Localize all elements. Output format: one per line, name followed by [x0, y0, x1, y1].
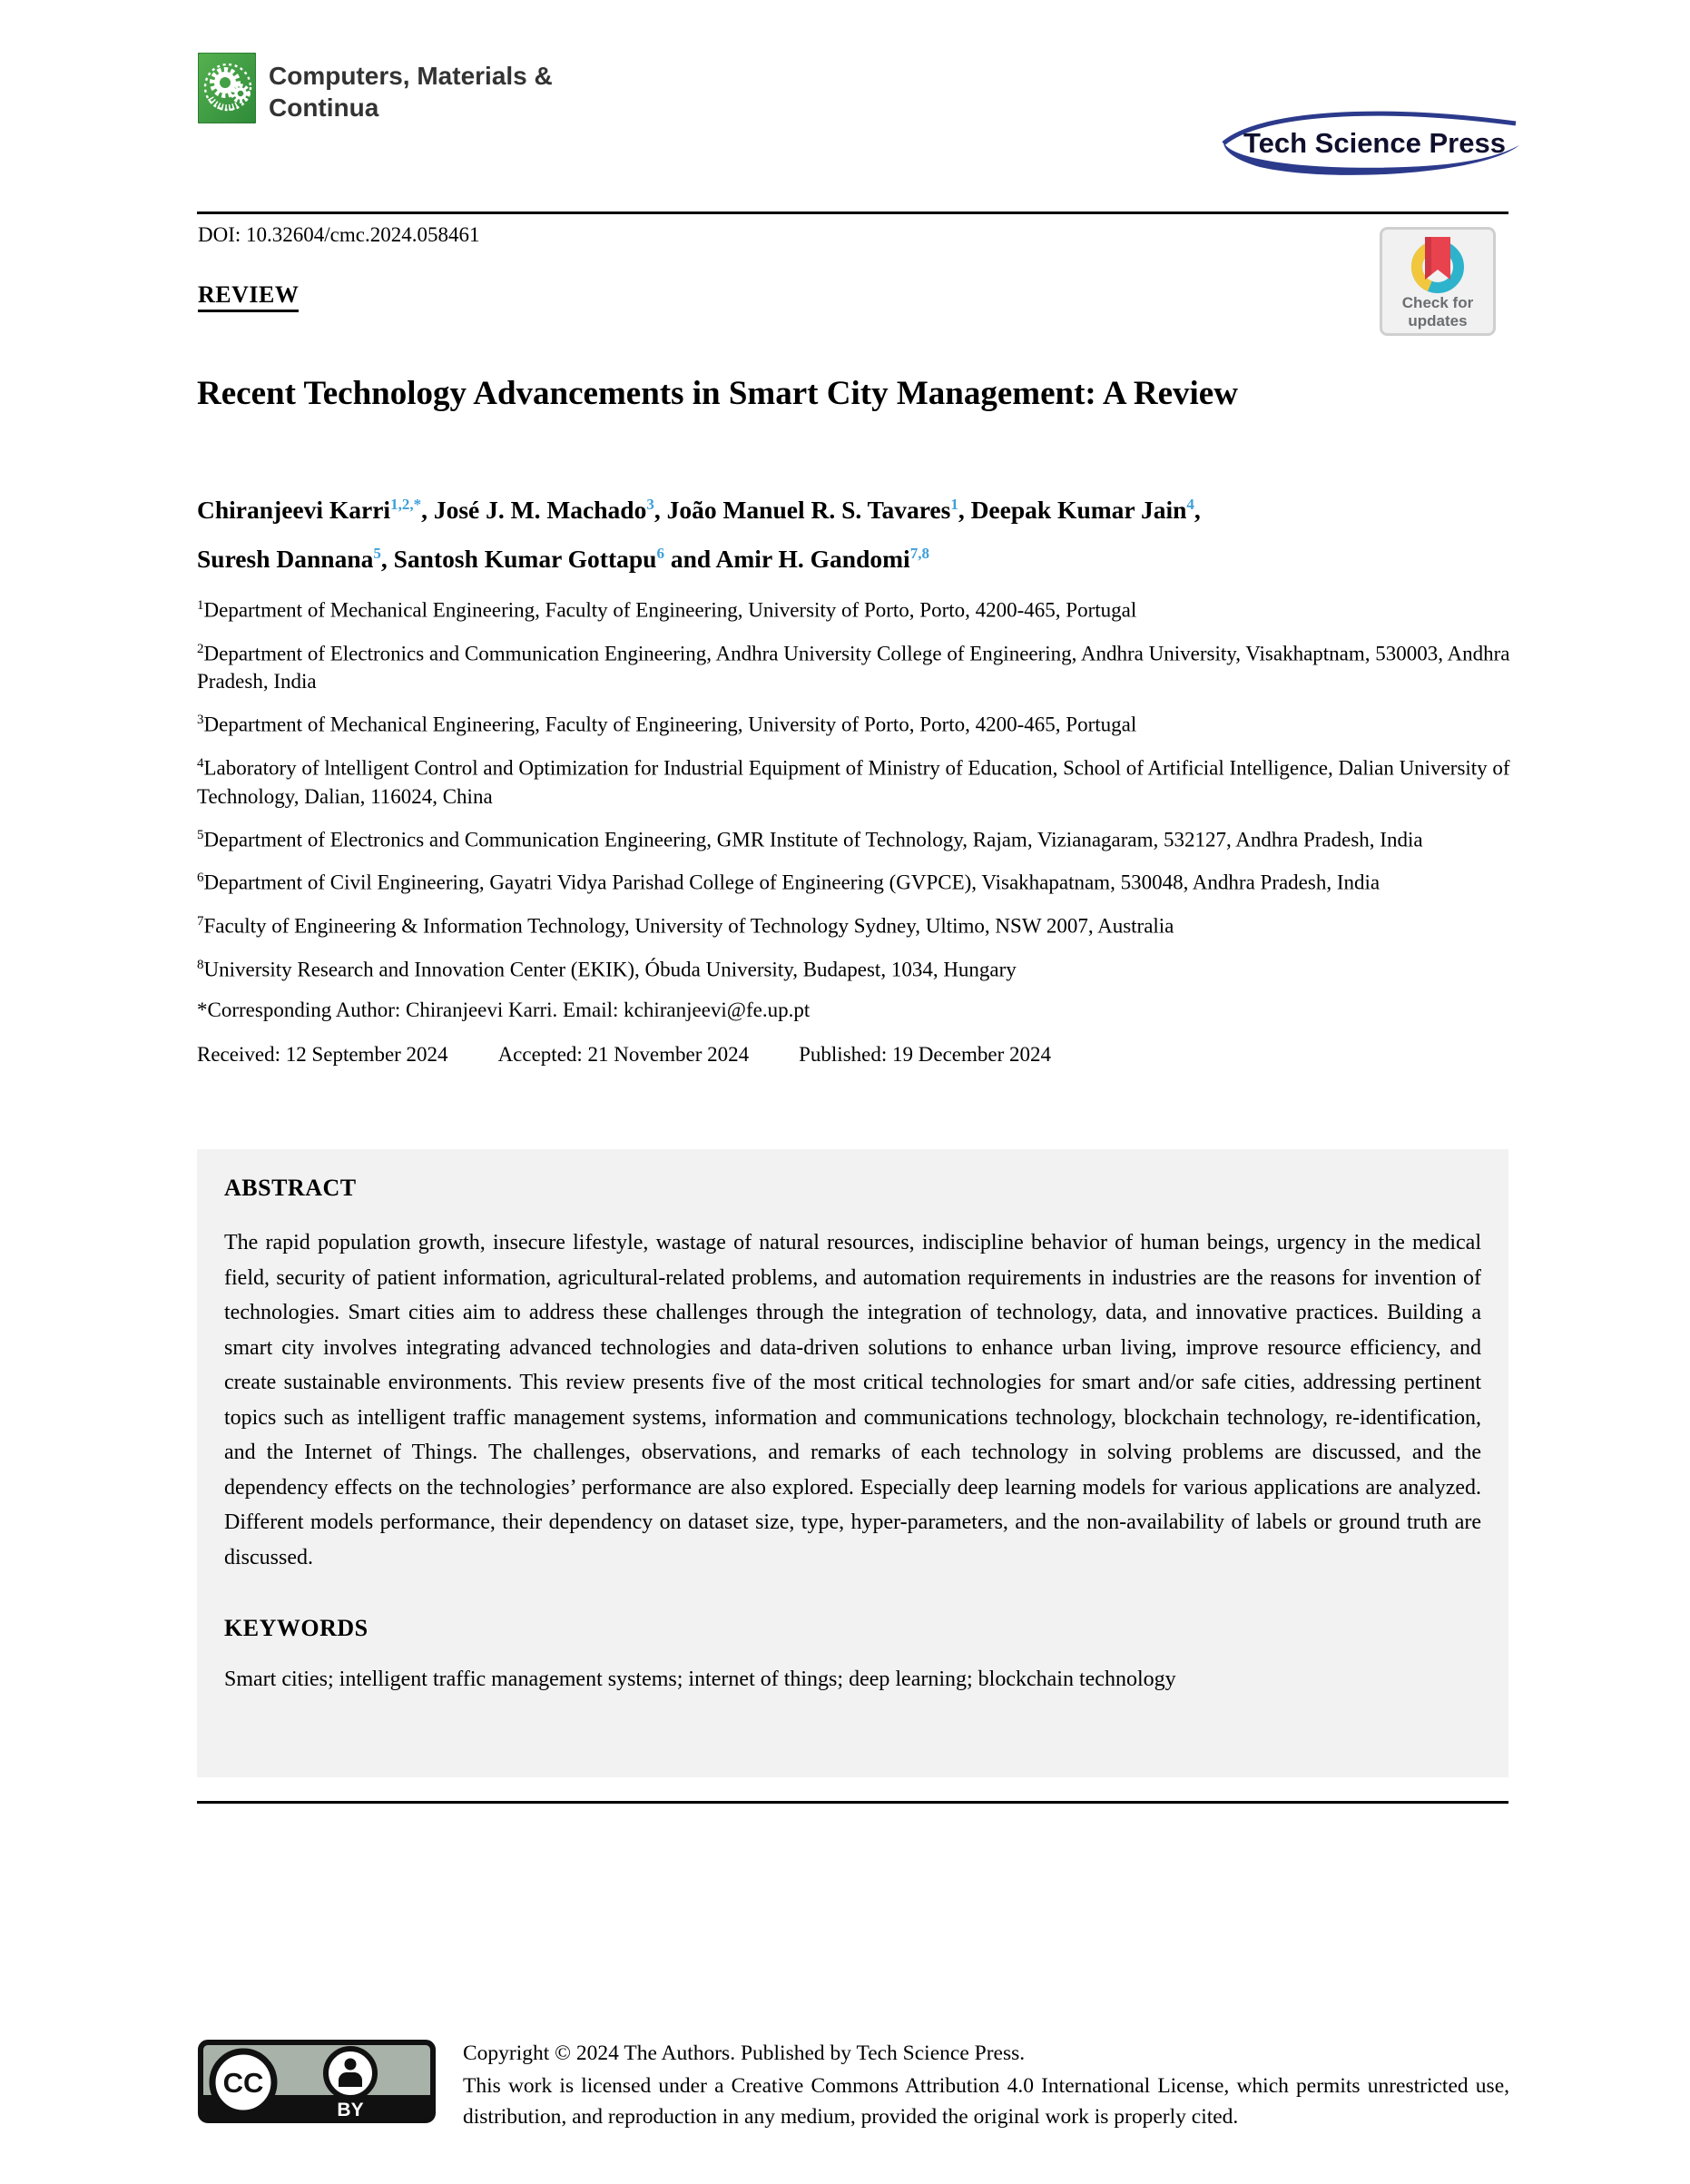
journal-name-line2: Continua — [269, 93, 379, 122]
author-affiliation-sup: 5 — [373, 545, 381, 563]
author-name: , João Manuel R. S. Tavares — [653, 496, 951, 525]
publisher-name: Tech Science Press — [1243, 127, 1506, 159]
affiliation-number: 8 — [197, 957, 204, 972]
license-text: This work is licensed under a Creative Commons Attribution 4.0 International License, which permits unrestricted use, distribution, and reproduction in any medium, provided the original work is properly cited. — [463, 2074, 1509, 2129]
date-item: Received: 12 September 2024 — [197, 1043, 448, 1067]
journal-gears-icon — [198, 53, 256, 123]
author-affiliation-sup: 6 — [656, 545, 664, 563]
copyright-line: Copyright © 2024 The Authors. Published by Tech Science Press. — [463, 2041, 1026, 2065]
affiliation-line: $^2$Department of Electronics and Communication Engineering, Andhra University College of Engineering, Andhra University, Visakhaptnam, 530003, Andhra Pradesh, India — [197, 641, 1510, 694]
footer-rule — [197, 1801, 1508, 1804]
keywords-text: Smart cities; intelligent traffic management systems; internet of things; deep learning; blockchain technology — [224, 1668, 1176, 1691]
author-name: Suresh Dannana — [197, 545, 374, 574]
author-name: Chiranjeevi Karri — [197, 496, 391, 525]
cc-by-license-badge[interactable] — [198, 2040, 436, 2123]
corresponding-author-line: *Corresponding Author: Chiranjeevi Karri. Email: kchiranjeevi@fe.up.pt — [197, 999, 811, 1022]
abstract-box — [197, 1149, 1508, 1777]
doi-line: DOI: 10.32604/cmc.2024.058461 — [198, 223, 480, 246]
affiliation-line: $^8$University Research and Innovation Center (EKIK), Óbuda University, Budapest, 1034, Hungary — [197, 957, 1017, 981]
author-line — [197, 483, 1201, 532]
author-name: and Amir H. Gandomi — [663, 545, 910, 574]
affiliation-number: 7 — [197, 913, 204, 929]
affiliation-line: $^3$Department of Mechanical Engineering, Faculty of Engineering, University of Porto, Porto, 4200-465, Portugal — [197, 713, 1137, 736]
author-name: , José J. M. Machado — [421, 496, 647, 525]
tech-science-press-logo — [1196, 102, 1532, 185]
keywords-heading: KEYWORDS — [224, 1615, 368, 1641]
affiliation-number: 6 — [197, 871, 204, 886]
affiliation-line: $^5$Department of Electronics and Communication Engineering, GMR Institute of Technology, Rajam, Vizianagaram, 532127, Andhra Pradesh, India — [197, 827, 1423, 851]
author-affiliation-sup: 7,8 — [909, 545, 929, 563]
author-name: , — [1194, 496, 1201, 525]
person-icon — [339, 2072, 362, 2087]
author-affiliation-sup: 1,2,* — [390, 496, 422, 513]
header-rule — [197, 212, 1508, 214]
footer-text-block — [463, 2039, 1509, 2132]
date-item: Accepted: 21 November 2024 — [497, 1043, 750, 1067]
affiliation-line: $^4$Laboratory of lntelligent Control and Optimization for Industrial Equipment of Ministry of Education, School of Artificial Intelligence, Dalian University of Technology, Dalian, 116024, China — [197, 755, 1510, 808]
affiliations-block — [197, 592, 1515, 1068]
affiliation-line: $^1$Department of Mechanical Engineering, Faculty of Engineering, University of Porto, Porto, 4200-465, Portugal — [197, 598, 1137, 622]
date-item: Published: 19 December 2024 — [799, 1043, 1051, 1067]
person-icon — [345, 2059, 357, 2071]
affiliation-number: 4 — [197, 755, 204, 771]
abstract-heading: ABSTRACT — [224, 1175, 357, 1201]
author-affiliation-sup: 1 — [950, 496, 958, 513]
author-name: , Santosh Kumar Gottapu — [380, 545, 657, 574]
by-label: BY — [337, 2100, 364, 2120]
badge-text-line1: Check for — [1401, 294, 1474, 311]
check-for-updates-badge[interactable] — [1380, 227, 1496, 336]
author-affiliation-sup: 4 — [1186, 496, 1194, 513]
journal-name — [269, 60, 553, 123]
article-dates-line — [197, 1040, 1515, 1068]
affiliation-line: $^6$Department of Civil Engineering, Gayatri Vidya Parishad College of Engineering (GVPCE), Visakhapatnam, 530048, Andhra Pradesh, India — [197, 871, 1380, 894]
affiliation-line: $^7$Faculty of Engineering & Information Technology, University of Technology Sydney, Ultimo, NSW 2007, Australia — [197, 913, 1174, 938]
article-type-label: REVIEW — [198, 281, 299, 312]
bookmark-icon — [1425, 237, 1431, 280]
affiliation-number: 5 — [197, 827, 204, 842]
page-title: Recent Technology Advancements in Smart City Management: A Review — [197, 375, 1238, 412]
abstract-text: The rapid population growth, insecure lifestyle, wastage of natural resources, indiscipline behavior of human beings, urgency in the medical field, security of patient information, agricultural-related problems, and automation requirements in industries are the reasons for invention of technologies. Smart cities aim to address these challenges through the integration of technology, data, and innovative practices. Building a smart city involves integrating advanced technologies and data-driven solutions to enhance urban living, improve resource efficiency, and create sustainable environments. This review presents five of the most critical technologies for smart and/or safe cities, addressing pertinent topics such as intelligent traffic management systems, information and communications technology, blockchain technology, re-identification, and the Internet of Things. The challenges, observations, and remarks of each technology in solving problems are discussed, and the dependency effects on the technologies’ performance are also explored. Especially deep learning models for various applications are analyzed. Different models performance, their dependency on dataset size, type, hyper-parameters, and the non-availability of labels or ground truth are discussed. — [224, 1231, 1481, 1569]
affiliation-number: 2 — [197, 641, 204, 656]
author-affiliation-sup: 3 — [646, 496, 654, 513]
author-list — [197, 483, 1201, 581]
journal-name-line1: Computers, Materials & — [269, 62, 553, 90]
author-name: , Deepak Kumar Jain — [958, 496, 1187, 525]
affiliation-number: 3 — [197, 713, 204, 728]
author-line — [197, 532, 1201, 581]
cc-icon-text: CC — [222, 2067, 264, 2099]
badge-text-line2: updates — [1408, 312, 1468, 330]
affiliation-number: 1 — [197, 598, 204, 613]
